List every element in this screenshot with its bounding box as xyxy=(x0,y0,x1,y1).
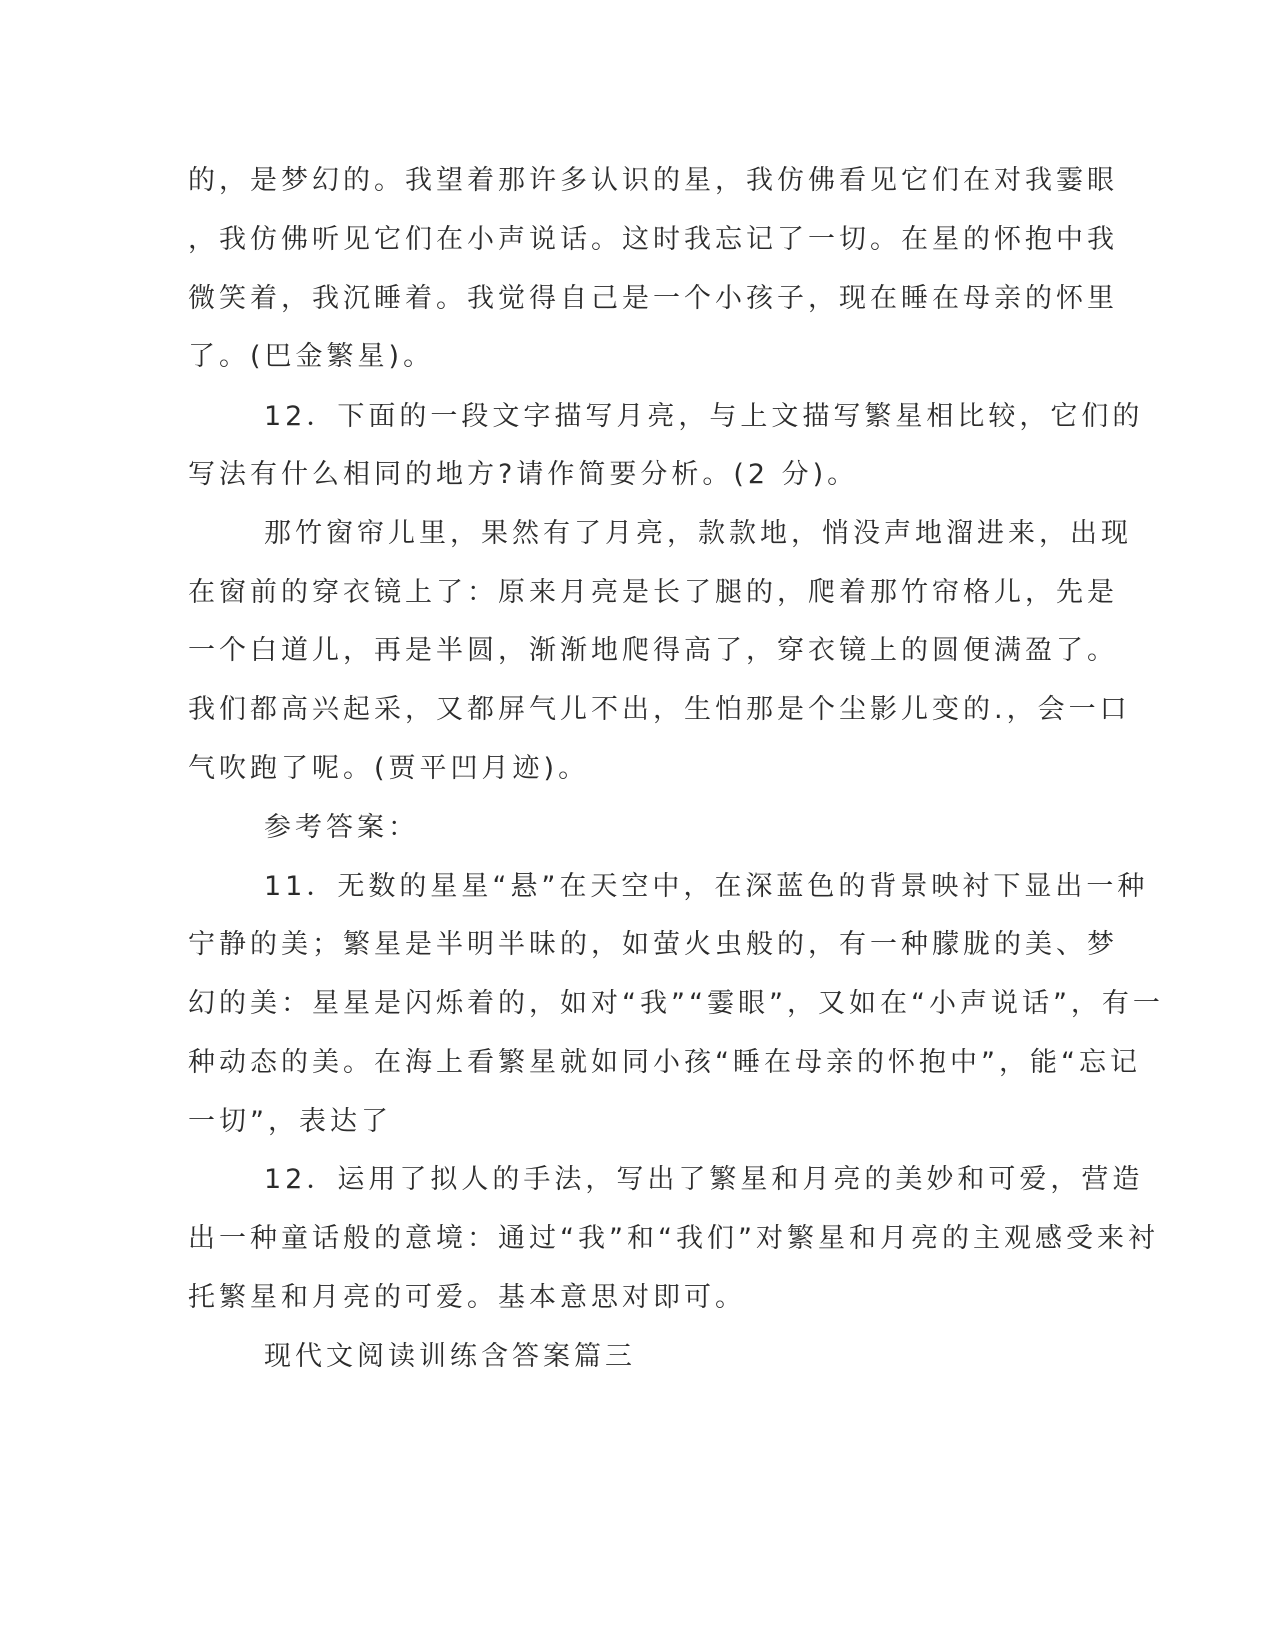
text-line: 一切”，表达了 xyxy=(188,1106,392,1137)
answer-11-text: 11．无数的星星“悬”在天空中，在深蓝色的背景映衬下显出一种 xyxy=(264,871,1149,902)
text-line: 我们都高兴起采，又都屏气儿不出，生怕那是个尘影儿变的.，会一口 xyxy=(188,694,1131,725)
text-line: 幻的美：星星是闪烁着的，如对“我”“霎眼”，又如在“小声说话”，有一 xyxy=(188,988,1164,1019)
text-line: 一个白道儿，再是半圆，渐渐地爬得高了，穿衣镜上的圆便满盈了。 xyxy=(188,635,1118,666)
text-line: 了。(巴金繁星)。 xyxy=(188,341,435,372)
text-line: 托繁星和月亮的可爱。基本意思对即可。 xyxy=(188,1282,746,1313)
text-line: 气吹跑了呢。(贾平凹月迹)。 xyxy=(188,753,590,784)
question-12-text: 12．下面的一段文字描写月亮，与上文描写繁星相比较，它们的 xyxy=(264,401,1144,432)
text-line: 写法有什么相同的地方?请作简要分析。(2 分)。 xyxy=(188,459,859,490)
text-line: 微笑着，我沉睡着。我觉得自己是一个小孩子，现在睡在母亲的怀里 xyxy=(188,283,1118,314)
answer-heading: 参考答案： xyxy=(264,812,419,843)
text-line: 种动态的美。在海上看繁星就如同小孩“睡在母亲的怀抱中”，能“忘记 xyxy=(188,1047,1141,1078)
text-line: 的，是梦幻的。我望着那许多认识的星，我仿佛看见它们在对我霎眼 xyxy=(188,165,1118,196)
answer-12-text: 12．运用了拟人的手法，写出了繁星和月亮的美妙和可爱，营造 xyxy=(264,1164,1144,1195)
moon-passage-text: 那竹窗帘儿里，果然有了月亮，款款地，悄没声地溜进来，出现 xyxy=(264,518,1132,549)
text-line: 出一种童话般的意境：通过“我”和“我们”对繁星和月亮的主观感受来衬 xyxy=(188,1223,1159,1254)
section-heading: 现代文阅读训练含答案篇三 xyxy=(264,1341,636,1372)
text-line: 宁静的美；繁星是半明半昧的，如萤火虫般的，有一种朦胧的美、梦 xyxy=(188,929,1118,960)
text-line: ，我仿佛听见它们在小声说话。这时我忘记了一切。在星的怀抱中我 xyxy=(188,224,1118,255)
text-line: 在窗前的穿衣镜上了：原来月亮是长了腿的，爬着那竹帘格儿，先是 xyxy=(188,577,1118,608)
